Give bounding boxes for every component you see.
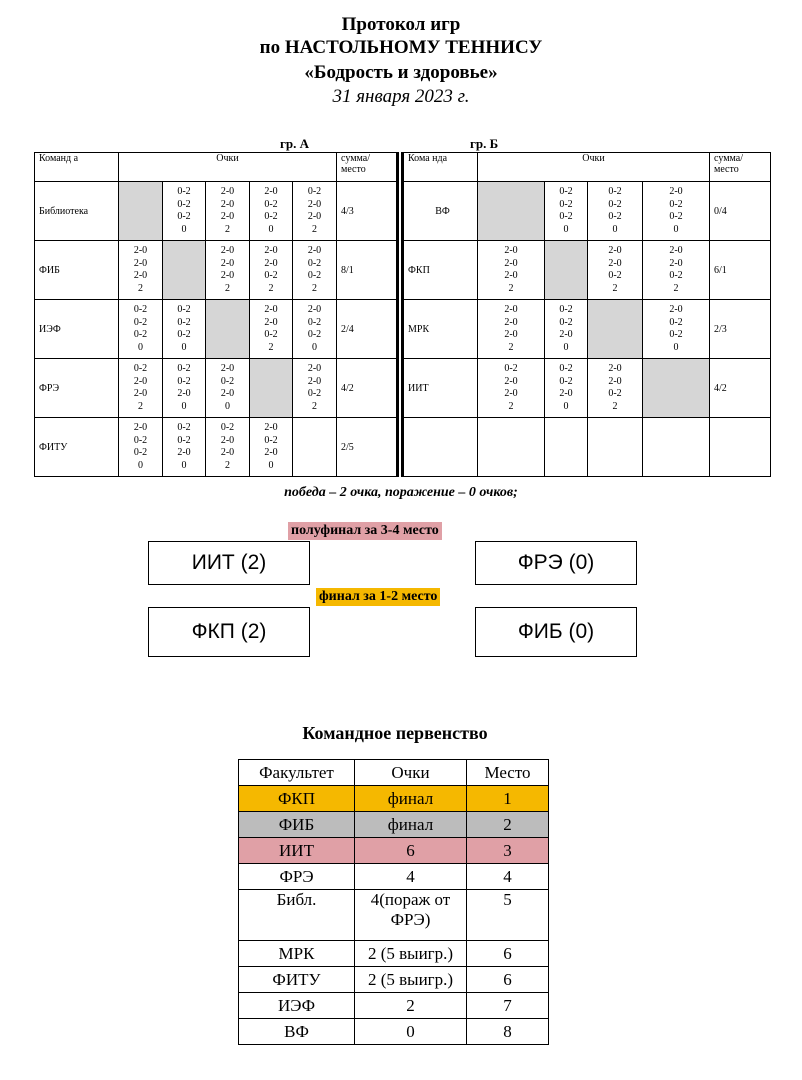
team-name: ИИТ bbox=[404, 359, 478, 418]
final-label: финал за 1-2 место bbox=[316, 588, 440, 606]
header-points: Очки bbox=[355, 760, 467, 786]
score-cell: 2-0 2-0 2-0 2 bbox=[478, 241, 545, 300]
points: 6 bbox=[355, 838, 467, 864]
table-row bbox=[35, 241, 398, 300]
points: 2 (5 выигр.) bbox=[355, 967, 467, 993]
table-row bbox=[239, 967, 549, 993]
score-cell: 2-0 0-2 0-2 2 bbox=[293, 241, 337, 300]
table-row bbox=[239, 890, 549, 941]
score-cell: 2-0 2-0 0-2 2 bbox=[293, 359, 337, 418]
score-cell: 0-2 0-2 0-2 0 bbox=[163, 182, 206, 241]
score-cell: 0-2 2-0 2-0 2 bbox=[478, 359, 545, 418]
score-cell bbox=[293, 418, 337, 477]
group-a-header-points: Очки bbox=[119, 153, 337, 182]
table-row bbox=[35, 418, 398, 477]
score-cell: 2-0 2-0 2-0 2 bbox=[206, 241, 250, 300]
diagonal-cell bbox=[119, 182, 163, 241]
score-cell: 2-0 0-2 0-2 0 bbox=[643, 300, 710, 359]
score-cell: 0-2 0-2 0-2 0 bbox=[545, 182, 588, 241]
score-cell: 0-2 2-0 2-0 2 bbox=[206, 418, 250, 477]
score-cell: 2-0 2-0 2-0 2 bbox=[206, 182, 250, 241]
team-name: ФРЭ bbox=[35, 359, 119, 418]
table-row bbox=[404, 241, 771, 300]
score-cell: 2-0 2-0 0-2 2 bbox=[250, 300, 293, 359]
sum-place: 4/2 bbox=[337, 359, 398, 418]
table-row bbox=[239, 838, 549, 864]
protocol-title: Протокол игр bbox=[341, 14, 461, 35]
score-cell: 0-2 2-0 2-0 2 bbox=[293, 182, 337, 241]
place: 7 bbox=[467, 993, 549, 1019]
faculty: ИЭФ bbox=[239, 993, 355, 1019]
score-cell: 0-2 0-2 2-0 0 bbox=[545, 300, 588, 359]
sum-place bbox=[710, 418, 771, 477]
group-a-table bbox=[34, 152, 398, 477]
faculty: ВФ bbox=[239, 1019, 355, 1045]
place: 2 bbox=[467, 812, 549, 838]
score-cell: 0-2 0-2 2-0 0 bbox=[163, 418, 206, 477]
sum-place: 2/5 bbox=[337, 418, 398, 477]
score-cell: 2-0 2-0 0-2 2 bbox=[588, 241, 643, 300]
group-b-header-team: Кома нда bbox=[404, 153, 478, 182]
score-cell bbox=[545, 418, 588, 477]
sum-place: 6/1 bbox=[710, 241, 771, 300]
table-row bbox=[404, 359, 771, 418]
sum-place: 4/3 bbox=[337, 182, 398, 241]
faculty: ФКП bbox=[239, 786, 355, 812]
sum-place: 2/3 bbox=[710, 300, 771, 359]
place: 6 bbox=[467, 941, 549, 967]
score-cell: 0-2 0-2 0-2 0 bbox=[119, 300, 163, 359]
table-row bbox=[239, 812, 549, 838]
table-row bbox=[239, 1019, 549, 1045]
points: финал bbox=[355, 786, 467, 812]
faculty: МРК bbox=[239, 941, 355, 967]
score-cell: 0-2 0-2 2-0 0 bbox=[545, 359, 588, 418]
table-row bbox=[35, 300, 398, 359]
score-cell bbox=[478, 418, 545, 477]
score-cell: 2-0 0-2 2-0 0 bbox=[250, 418, 293, 477]
semifinal-left-team: ИИТ (2) bbox=[148, 541, 310, 585]
place: 4 bbox=[467, 864, 549, 890]
score-cell: 0-2 2-0 2-0 2 bbox=[119, 359, 163, 418]
group-b-header-points: Очки bbox=[478, 153, 710, 182]
place: 3 bbox=[467, 838, 549, 864]
table-row bbox=[404, 300, 771, 359]
points: 4 bbox=[355, 864, 467, 890]
diagonal-cell bbox=[643, 359, 710, 418]
score-cell: 2-0 2-0 0-2 2 bbox=[643, 241, 710, 300]
team-name: ФКП bbox=[404, 241, 478, 300]
standings-title: Командное первенство bbox=[302, 723, 488, 743]
diagonal-cell bbox=[478, 182, 545, 241]
team-name: ВФ bbox=[404, 182, 478, 241]
group-b-header-sum: сумма/ место bbox=[710, 153, 771, 182]
header-place: Место bbox=[467, 760, 549, 786]
score-cell: 0-2 0-2 2-0 0 bbox=[163, 359, 206, 418]
final-left-team: ФКП (2) bbox=[148, 607, 310, 657]
team-name: ИЭФ bbox=[35, 300, 119, 359]
score-cell: 2-0 2-0 2-0 2 bbox=[119, 241, 163, 300]
score-cell bbox=[588, 418, 643, 477]
score-cell: 0-2 0-2 0-2 0 bbox=[588, 182, 643, 241]
diagonal-cell bbox=[206, 300, 250, 359]
score-cell: 2-0 0-2 0-2 0 bbox=[643, 182, 710, 241]
team-name: ФИТУ bbox=[35, 418, 119, 477]
sum-place: 0/4 bbox=[710, 182, 771, 241]
score-cell: 2-0 2-0 0-2 2 bbox=[588, 359, 643, 418]
table-row bbox=[404, 182, 771, 241]
score-cell: 2-0 0-2 0-2 0 bbox=[250, 182, 293, 241]
team-name: Библиотека bbox=[35, 182, 119, 241]
standings-header-row bbox=[239, 760, 549, 786]
score-cell: 2-0 0-2 0-2 0 bbox=[293, 300, 337, 359]
points: 2 bbox=[355, 993, 467, 1019]
group-a-header-sum: сумма/ место bbox=[337, 153, 398, 182]
team-name: МРК bbox=[404, 300, 478, 359]
points: 2 (5 выигр.) bbox=[355, 941, 467, 967]
table-row bbox=[35, 359, 398, 418]
score-cell: 2-0 2-0 0-2 2 bbox=[250, 241, 293, 300]
faculty: ФРЭ bbox=[239, 864, 355, 890]
diagonal-cell bbox=[588, 300, 643, 359]
team-name: ФИБ bbox=[35, 241, 119, 300]
place: 5 bbox=[467, 890, 549, 941]
points: 0 bbox=[355, 1019, 467, 1045]
group-b-label: гр. Б bbox=[470, 136, 499, 151]
scoring-legend: победа – 2 очка, поражение – 0 очков; bbox=[284, 485, 518, 500]
faculty: Библ. bbox=[239, 890, 355, 941]
faculty: ФИТУ bbox=[239, 967, 355, 993]
sum-place: 8/1 bbox=[337, 241, 398, 300]
score-cell bbox=[643, 418, 710, 477]
semifinal-right-team: ФРЭ (0) bbox=[475, 541, 637, 585]
semifinal-label: полуфинал за 3-4 место bbox=[288, 522, 442, 540]
table-row bbox=[35, 182, 398, 241]
diagonal-cell bbox=[163, 241, 206, 300]
table-row bbox=[239, 993, 549, 1019]
event-title: «Бодрость и здоровье» bbox=[304, 62, 498, 83]
group-a-header-team: Команд а bbox=[35, 153, 119, 182]
faculty: ИИТ bbox=[239, 838, 355, 864]
score-cell: 2-0 0-2 0-2 0 bbox=[119, 418, 163, 477]
header-faculty: Факультет bbox=[239, 760, 355, 786]
points: 4(пораж от ФРЭ) bbox=[355, 890, 467, 941]
score-cell: 2-0 2-0 2-0 2 bbox=[478, 300, 545, 359]
points: финал bbox=[355, 812, 467, 838]
place: 1 bbox=[467, 786, 549, 812]
sum-place: 4/2 bbox=[710, 359, 771, 418]
diagonal-cell bbox=[545, 241, 588, 300]
place: 6 bbox=[467, 967, 549, 993]
group-b-table bbox=[403, 152, 771, 477]
diagonal-cell bbox=[250, 359, 293, 418]
score-cell: 0-2 0-2 0-2 0 bbox=[163, 300, 206, 359]
final-right-team: ФИБ (0) bbox=[475, 607, 637, 657]
table-row bbox=[239, 786, 549, 812]
table-row bbox=[404, 418, 771, 477]
place: 8 bbox=[467, 1019, 549, 1045]
group-a-label: гр. А bbox=[280, 136, 310, 151]
sport-title: по НАСТОЛЬНОМУ ТЕННИСУ bbox=[259, 37, 543, 58]
faculty: ФИБ bbox=[239, 812, 355, 838]
sum-place: 2/4 bbox=[337, 300, 398, 359]
event-date: 31 января 2023 г. bbox=[332, 86, 470, 107]
table-row bbox=[239, 864, 549, 890]
standings-table bbox=[238, 759, 549, 1045]
table-row bbox=[239, 941, 549, 967]
score-cell: 2-0 0-2 2-0 0 bbox=[206, 359, 250, 418]
team-name bbox=[404, 418, 478, 477]
